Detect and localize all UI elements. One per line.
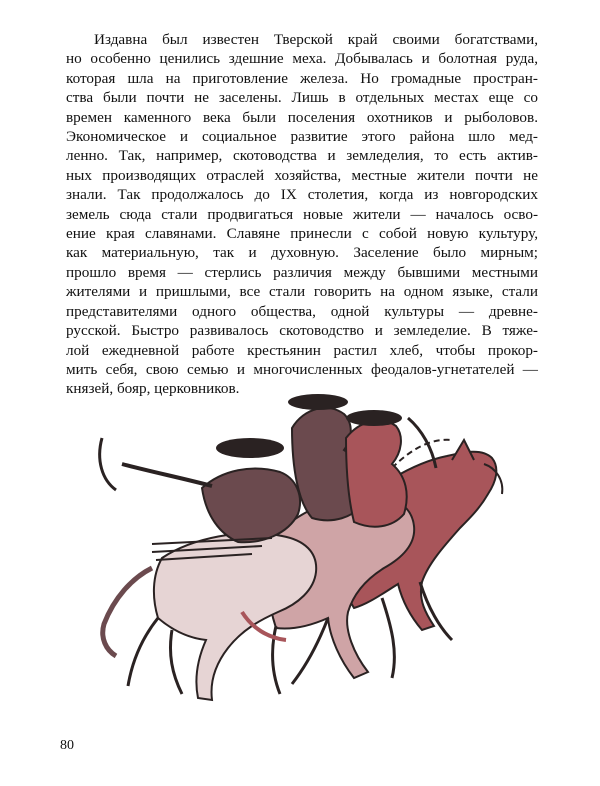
text-line: мить себя, свою семью и многочисленных феодалов-угнетателей — [66, 360, 538, 378]
text-line: князей, бояр, церковников. [66, 380, 240, 398]
text-line: Экономическое и социальное развитие этого района шло мед- [66, 128, 538, 146]
page-number: 80 [60, 738, 74, 753]
text-line: представителями одного общества, одной культуры — древне- [66, 302, 538, 320]
text-line: прошло время — стерлись различия между бывшими местными [66, 263, 538, 281]
text-line: как материальную, так и духовную. Заселение было мирным; [66, 244, 538, 262]
text-line: ленно. Так, например, скотоводства и земледелия, то есть актив- [66, 147, 538, 165]
text-line: жителями и пришлыми, все стали говорить на одном языке, стали [66, 283, 538, 301]
text-line: русской. Быстро развивалось скотоводство и земледелие. В тяже- [66, 322, 538, 340]
body-text [66, 30, 538, 399]
riders-illustration [92, 368, 528, 708]
text-line: Издавна был известен Тверской край своими богатствами, [94, 31, 538, 48]
text-line: лой ежедневной работе крестьянин растил хлеб, чтобы прокор- [66, 341, 538, 359]
text-line: ных производящих отраслей хозяйства, местные жители почти не [66, 166, 538, 184]
text-line: ение края славянами. Славяне принесли с собой новую культуру, [66, 225, 538, 243]
text-line: времен каменного века были поселения охотников и рыболовов. [66, 108, 538, 126]
text-line: ства были почти не заселены. Лишь в отдельных местах еще со [66, 89, 538, 107]
text-line: знали. Так продолжалось до IX столетия, когда из новгородских [66, 186, 538, 204]
text-line: но особенно ценились здешние меха. Добывалась и болотная руда, [66, 50, 538, 68]
text-line: земель сюда стали продвигаться новые жители — началось осво- [66, 205, 538, 223]
text-line: которая шла на приготовление железа. Но громадные простран- [66, 69, 538, 87]
